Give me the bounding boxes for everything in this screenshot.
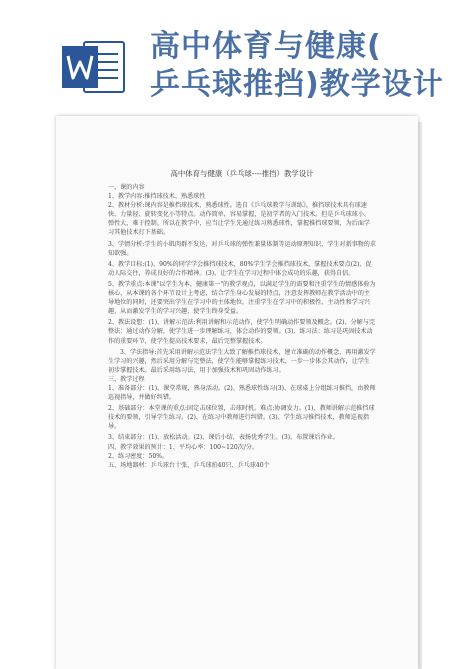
doc-line: 2、基础部分：本堂课的重点:固定击球位置，击球时机。难点:协调发力。(1)、教师讲解示范推挡球技术的要领，引导学生练习。(2)、在练习中教师进行纠错。(3)、学生练习推挡技术，教师巡视指导。 xyxy=(108,405,375,431)
document-body xyxy=(108,168,376,470)
doc-line: 4、教学目标:(1)、90%的同学学会推挡球技术，80%学生学会推挡球技术，掌握技术要点(2)、促动人际交往，养成良好的合作精神。(3)、让学生在学习过程中体会成功的乐趣，获得自信。 xyxy=(108,260,372,277)
doc-line: 一、课的内容 xyxy=(108,184,145,191)
doc-line: 2、教法设想：(1)、讲解示范法:利用讲解和示范动作，使学生明确动作要领及概念。(2)、分解与完整法：通过动作分解，使学生进一步理解练习，体会动作的要领。(3)、练习法：练习是巩固技术动作的重要环节，使学生提高技术要求，最后完整掌握技术。 xyxy=(108,319,375,345)
doc-line: 3、学情分析:学生的小肌肉群不发达，对乒乓球的弹性兼量体制等运动原理知识，学生对新事物的求知欲强。 xyxy=(108,240,376,257)
doc-line: 四、教学效果的预计：1、平均心率：100~120次/分。 xyxy=(108,443,259,451)
doc-line: 3、结束部分：(1)、放松活动。(2)、课后小结，表扬优秀学生。(3)、布置课后作业。 xyxy=(108,434,339,442)
doc-line: 2、教材分析:课内容是推挡球技术、熟悉球性。选自《乒乓球教学与训练》，推挡球技术具有球速快、力量轻、旋转变化小等特点。动作简单，容易掌握，是初学者的入门技术。但是乒乓球球小、弹性大，难于控制。所以在教学中，应当让学生先通过练习熟悉球性，掌握推挡球要领，为后面学习其他技术打下基础。 xyxy=(108,202,371,237)
document-page xyxy=(56,116,418,669)
document-title xyxy=(150,28,468,104)
doc-line: 3、学法指导:首先采用讲解示范法学生大致了解推挡球技术，建立准确的动作概念，再用激发学生学习的兴趣，然后采用分解与完整法，使学生能够掌握练习技术，一步一步体会其动作，让学生初步掌握技术。最后采用练习法，用于加强技术和巩固动作练习。 xyxy=(108,348,376,374)
doc-line: 2、练习密度：50%。 xyxy=(108,452,169,460)
doc-line: 五、场地器材：乒乓球台十张、乒乓球拍40只、乒乓球40个 xyxy=(108,461,270,469)
title-line-2: 乒乓球推挡)教学设计 xyxy=(150,67,444,102)
doc-line: 1、教学内容:推挡球技术、熟悉球性 xyxy=(108,193,206,201)
title-line-1: 高中体育与健康( xyxy=(150,29,382,64)
doc-heading: 高中体育与健康（乒乓球----推挡）教学设计 xyxy=(170,169,314,178)
doc-line: 三、教学过程 xyxy=(108,375,145,383)
doc-line: 1、准备部分：(1)、课堂常规，熟身活动。(2)、熟悉球性练习(3)、在球桌上分组练习推挡，由教师巡视指导，并做好纠错。 xyxy=(108,384,376,402)
document-banner xyxy=(0,0,474,130)
doc-line: 5、教学重点:本课"以学生为本，健康第一"的教学观点，以满足学生的需要和注重学生的情感体验为核心，从本课的各个环节设计上考虑，结合学生身心发展的特点，注意发挥教师在教学活动中的主导地位的同时，还要突出学生在学习中的主体地位，注重学生在学习中的积极性、主动性和学习兴趣，从而激发学生的学习兴趣，使学生终身受益。 xyxy=(108,280,376,316)
word-document-icon xyxy=(62,38,128,96)
